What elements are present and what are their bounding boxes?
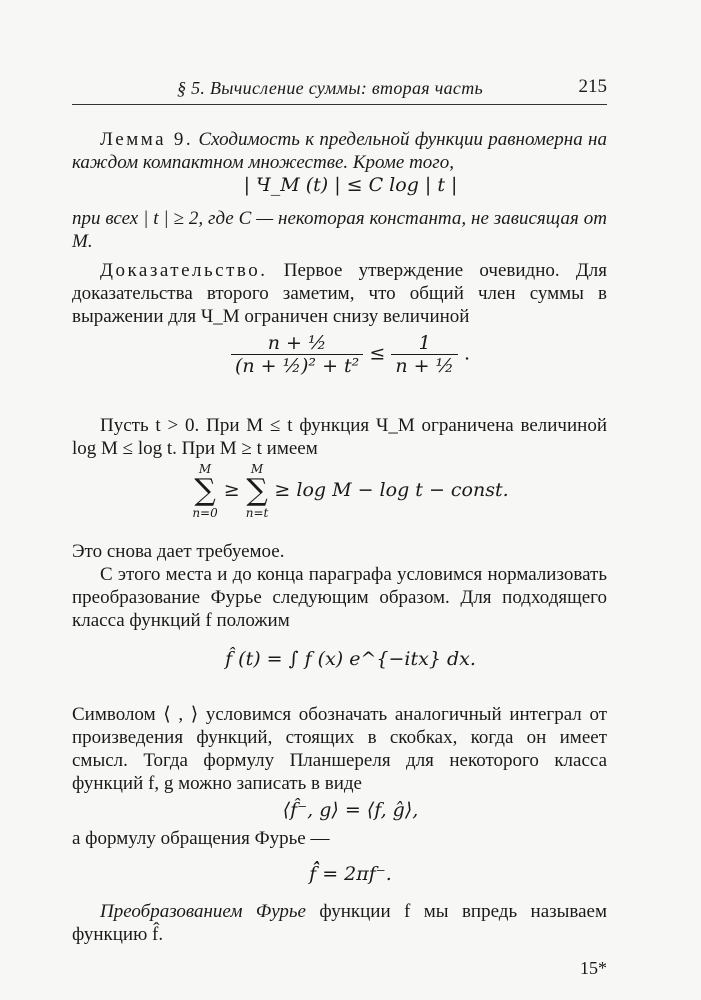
proof-paragraph [72,259,607,328]
sum-inequality: M ∑ n=0 ≥ M ∑ n=t ≥ log M − log t − const. [192,462,509,520]
page-number: 215 [578,76,607,97]
symbol-paragraph: Символом ⟨ , ⟩ условимся обозначать аналогичный интеграл от произведения функций, стоящих в скобках, когда он имеет смысл. Тогда формулу Планшереля для некоторого класса функций f, g можно записать в виде [72,704,607,794]
proof-text-1: Первое утверждение очевидно. Для доказательства второго заметим, что общий член суммы в выражении для Ч_M ограничен снизу величиной [72,260,608,327]
lemma-statement-1 [72,128,607,174]
fourier-formula: f̂ (t) = ∫ f (x) e^{−itx} dx. [225,648,476,670]
section-title: § 5. Вычисление суммы: вторая часть [177,78,483,98]
inversion-text: а формулу обращения Фурье — [72,828,330,849]
proof-text-2: Пусть t > 0. При M ≤ t функция Ч_M ограничена величиной log M ≤ log t. При M ≥ t имеем [72,415,607,459]
fraction-inequality: $\frac{\text{n + ½}}{\text{(n + ½)² + t²}}$ ≤ $\frac{1}{\text{n + ½}}$ . [0,332,701,377]
plancherel-formula: ⟨f̂⁻, g⟩ = ⟨f, ĝ⟩, [282,799,419,821]
proof-text-3: Это снова дает требуемое. [72,541,285,562]
proof-label: Доказательство. [100,260,268,281]
signature-mark: 15* [580,958,607,978]
lemma-statement-2: при всех | t | ≥ 2, где C — некоторая константа, не зависящая от M. [72,208,607,252]
inversion-formula: f̂̂ = 2πf⁻. [309,863,392,885]
definition-paragraph [72,900,607,946]
definition-term: Преобразованием Фурье [100,901,306,922]
lemma-formula: | Ч_M (t) | ≤ C log | t | [243,174,458,196]
lemma-text: Сходимость к предельной функции равномерна на каждом компактном множестве. Кроме того, [72,129,607,173]
fourier-paragraph: С этого места и до конца параграфа условимся нормализовать преобразование Фурье следующим образом. Для подходящего класса функций f положим [72,564,607,631]
definition-text: функции f мы впредь называем функцию f̂. [72,901,608,945]
running-header [72,78,607,105]
lemma-label: Лемма 9. [100,129,194,150]
sum-rhs: ≥ log M − log t − const. [274,479,509,501]
